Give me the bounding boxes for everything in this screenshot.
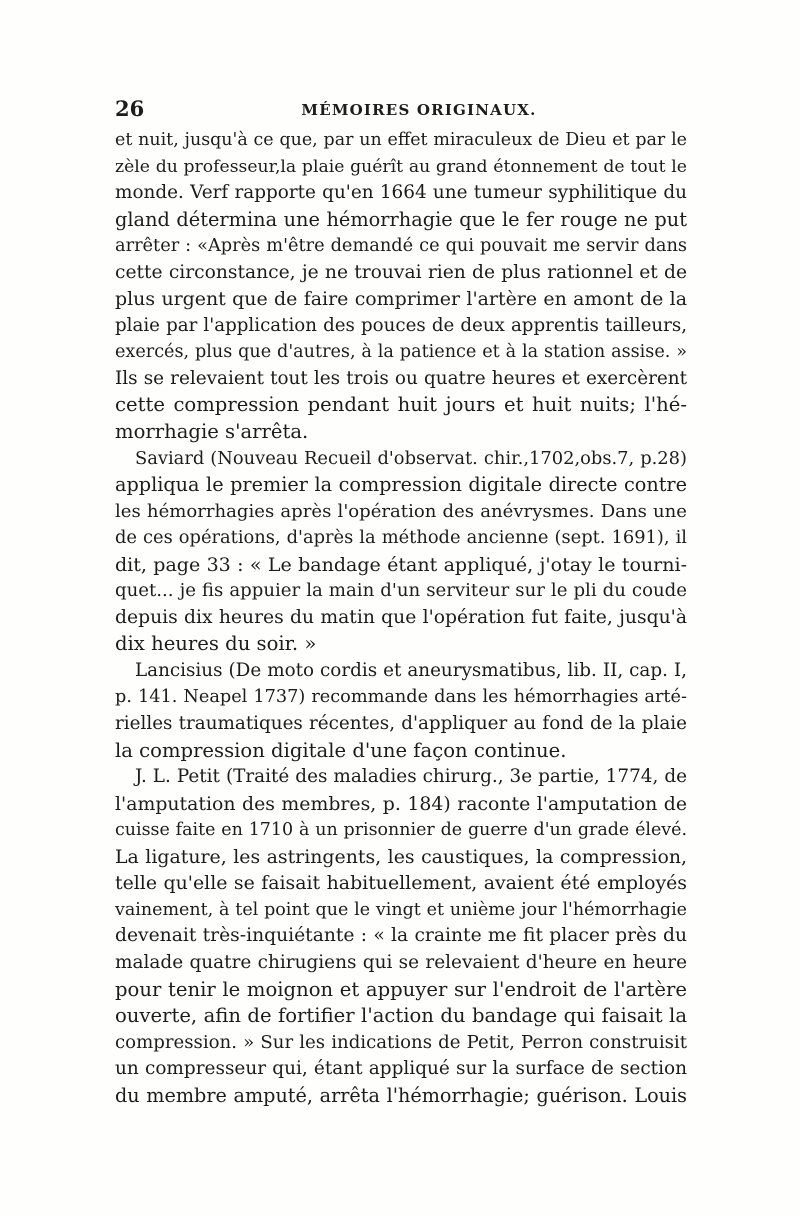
text-line: p. 141. Neapel 1737) recommande dans les hémorrhagies arté- bbox=[115, 687, 687, 708]
running-head bbox=[115, 96, 687, 122]
text-line: de ces opérations, d'après la méthode ancienne (sept. 1691), il bbox=[115, 527, 687, 549]
paragraph-start-line: Saviard (Nouveau Recueil d'observat. chir.,1702,obs.7, p.28) bbox=[135, 447, 687, 469]
text-line: depuis dix heures du matin que l'opération fut faite, jusqu'à bbox=[115, 606, 687, 628]
text-line: les hémorrhagies après l'opération des anévrysmes. Dans une bbox=[115, 500, 687, 522]
text-line: devenait très-inquiétante : « la crainte me fit placer près du bbox=[115, 925, 687, 947]
text-line: telle qu'elle se faisait habituellement, avaient été employés bbox=[115, 872, 687, 895]
text-line: du membre amputé, arrêta l'hémorrhagie; guérison. Louis bbox=[115, 1083, 687, 1107]
running-title: MÉMOIRES ORIGINAUX. bbox=[301, 101, 537, 119]
text-line: La ligature, les astringents, les caustiques, la compression, bbox=[115, 845, 687, 868]
text-line: zèle du professeur,la plaie guérît au grand étonnement de tout le bbox=[115, 156, 687, 177]
text-line: plus urgent que de faire comprimer l'artère en amont de la bbox=[115, 288, 687, 311]
text-line: morrhagie s'arrêta. bbox=[115, 420, 309, 444]
body-text bbox=[115, 127, 687, 1109]
text-line: rielles traumatiques récentes, d'appliquer au fond de la plaie bbox=[115, 713, 687, 735]
text-line: cuisse faite en 1710 à un prisonnier de guerre d'un grade élevé. bbox=[115, 820, 687, 841]
text-line: compression. » Sur les indications de Petit, Perron construisit bbox=[115, 1031, 687, 1053]
text-line: plaie par l'application des pouces de deux apprentis tailleurs, bbox=[115, 314, 687, 336]
paragraph-start-line: Lancisius (De moto cordis et aneurysmatibus, lib. II, cap. I, bbox=[135, 659, 687, 681]
text-line: et nuit, jusqu'à ce que, par un effet miraculeux de Dieu et par le bbox=[115, 130, 687, 150]
page-number: 26 bbox=[115, 96, 145, 121]
text-line: gland détermina une hémorrhagie que le fer rouge ne put bbox=[115, 207, 687, 231]
text-line: exercés, plus que d'autres, à la patience et à la station assise. » bbox=[115, 342, 687, 363]
text-line: Ils se relevaient tout les trois ou quatre heures et exercèrent bbox=[115, 367, 687, 389]
text-line: cette circonstance, je ne trouvai rien de plus rationnel et de bbox=[115, 261, 687, 283]
text-line: quet... je fis appuier la main d'un serviteur sur le pli du coude bbox=[115, 580, 687, 602]
paragraph-start-line: J. L. Petit (Traité des maladies chirurg., 3e partie, 1774, de bbox=[135, 766, 687, 788]
text-line: appliqua le premier la compression digitale directe contre bbox=[115, 473, 687, 497]
text-line: la compression digitale d'une façon continue. bbox=[115, 738, 567, 762]
text-line: dit, page 33 : « Le bandage étant appliqué, j'otay le tourni- bbox=[115, 553, 687, 576]
text-line: l'amputation des membres, p. 184) raconte l'amputation de bbox=[115, 792, 687, 815]
text-line: pour tenir le moignon et appuyer sur l'endroit de l'artère bbox=[115, 977, 687, 1001]
text-line: un compresseur qui, étant appliqué sur la surface de section bbox=[115, 1058, 687, 1080]
text-line: arrêter : «Après m'être demandé ce qui pouvait me servir dans bbox=[115, 236, 687, 257]
text-line: monde. Verf rapporte qu'en 1664 une tumeur syphilitique du bbox=[115, 182, 687, 204]
text-line: vainement, à tel point que le vingt et unième jour l'hémorrhagie bbox=[115, 899, 687, 920]
text-line: dix heures du soir. » bbox=[115, 632, 317, 656]
text-line: cette compression pendant huit jours et huit nuits; l'hé- bbox=[115, 393, 687, 417]
text-line: malade quatre chirugiens qui se relevaient d'heure en heure bbox=[115, 951, 687, 973]
text-line: ouverte, afin de fortifier l'action du bandage qui faisait la bbox=[115, 1004, 687, 1028]
